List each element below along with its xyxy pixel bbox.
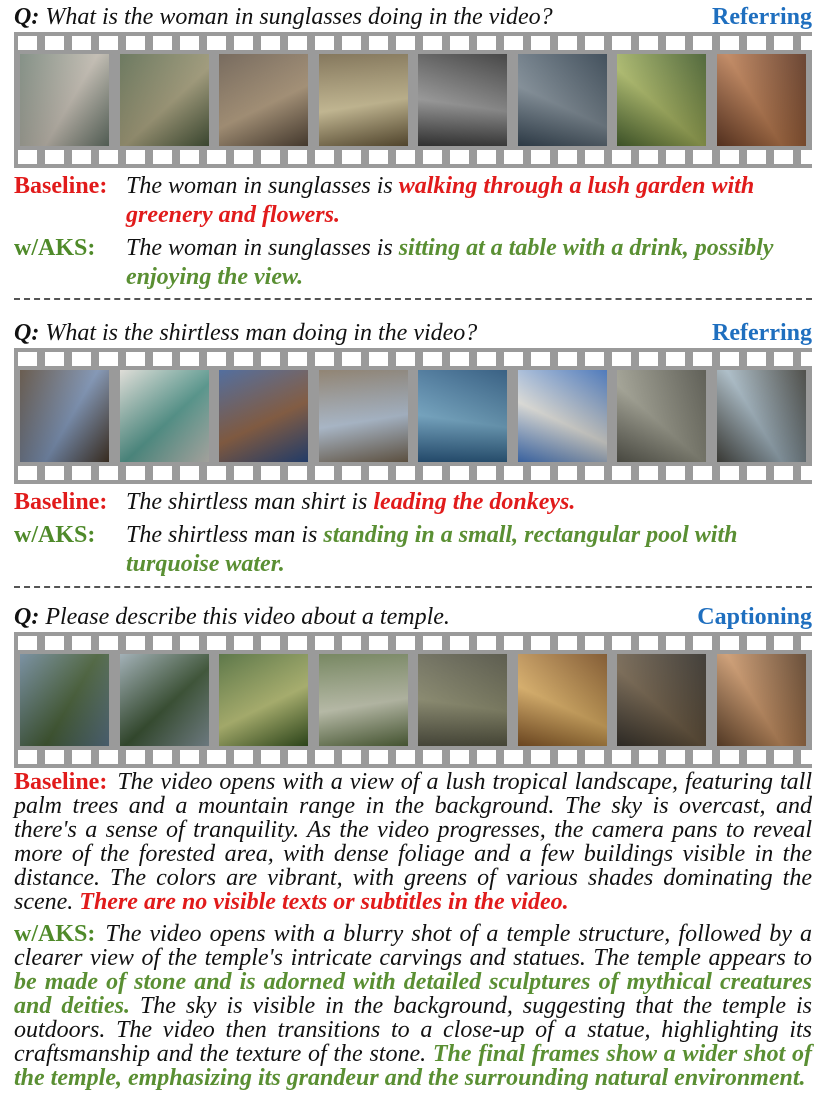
film-hole	[531, 750, 550, 764]
film-hole	[396, 636, 415, 650]
film-hole	[369, 352, 388, 366]
film-hole	[774, 750, 793, 764]
film-hole	[45, 150, 64, 164]
film-hole	[693, 636, 712, 650]
film-hole	[801, 750, 820, 764]
film-hole	[153, 150, 172, 164]
film-hole	[207, 36, 226, 50]
film-hole	[450, 636, 469, 650]
video-frame	[518, 370, 607, 462]
film-hole	[207, 352, 226, 366]
film-hole	[747, 636, 766, 650]
baseline-text: The video opens with a view of a lush tropical landscape, featuring tall palm trees and a mountain range in the background. The sky is overcast, and there's a sense of tranquility. As the video progresses, the camera pans to reveal more of the forested area, with dense foliage and a few buildings visible in the distance. The colors are vibrant, with greens of various shades dominating the scene.	[14, 769, 812, 915]
film-hole	[612, 36, 631, 50]
frames	[20, 370, 806, 462]
video-frame	[518, 54, 607, 146]
question-text: Please describe this video about a temple.	[45, 604, 450, 630]
video-frame	[120, 54, 209, 146]
film-hole	[747, 36, 766, 50]
film-hole	[666, 636, 685, 650]
film-hole	[45, 352, 64, 366]
film-hole	[207, 750, 226, 764]
film-hole	[342, 352, 361, 366]
film-hole	[531, 352, 550, 366]
aks-answer	[14, 521, 812, 579]
film-hole	[531, 466, 550, 480]
question-text: What is the woman in sunglasses doing in the video?	[45, 4, 553, 30]
baseline-highlight: leading the donkeys.	[373, 489, 576, 515]
aks-answer	[14, 234, 812, 292]
film-hole	[558, 36, 577, 50]
film-hole	[234, 750, 253, 764]
film-hole	[801, 36, 820, 50]
film-hole	[261, 150, 280, 164]
film-hole	[315, 150, 334, 164]
video-frame	[20, 654, 109, 746]
film-hole	[423, 636, 442, 650]
film-hole	[99, 36, 118, 50]
question-line	[14, 2, 812, 32]
film-hole	[342, 466, 361, 480]
film-hole	[153, 636, 172, 650]
example-2	[14, 318, 812, 579]
film-hole	[666, 352, 685, 366]
video-frame	[319, 370, 408, 462]
video-frame	[20, 370, 109, 462]
aks-label: w/AKS:	[14, 921, 96, 947]
video-frame	[20, 54, 109, 146]
film-hole	[207, 636, 226, 650]
film-hole	[396, 750, 415, 764]
film-hole	[639, 466, 658, 480]
film-hole	[666, 36, 685, 50]
video-frame	[219, 654, 308, 746]
film-holes-top	[18, 36, 812, 50]
film-hole	[288, 750, 307, 764]
film-hole	[504, 466, 523, 480]
film-hole	[774, 636, 793, 650]
question-line	[14, 318, 812, 348]
film-hole	[801, 352, 820, 366]
film-hole	[45, 466, 64, 480]
film-hole	[99, 352, 118, 366]
film-hole	[639, 352, 658, 366]
film-hole	[693, 150, 712, 164]
film-hole	[396, 150, 415, 164]
film-hole	[153, 352, 172, 366]
task-tag: Captioning	[697, 604, 812, 630]
film-hole	[477, 636, 496, 650]
filmstrip	[14, 632, 812, 768]
film-hole	[45, 36, 64, 50]
film-hole	[666, 466, 685, 480]
film-hole	[774, 150, 793, 164]
video-frame	[319, 54, 408, 146]
film-hole	[477, 352, 496, 366]
film-hole	[153, 750, 172, 764]
film-hole	[180, 36, 199, 50]
film-hole	[72, 150, 91, 164]
video-frame	[319, 654, 408, 746]
frames	[20, 654, 806, 746]
section-divider	[14, 298, 812, 300]
film-hole	[288, 36, 307, 50]
film-hole	[234, 636, 253, 650]
film-hole	[72, 750, 91, 764]
film-hole	[585, 466, 604, 480]
film-hole	[99, 466, 118, 480]
example-3	[14, 602, 812, 1090]
film-hole	[126, 150, 145, 164]
film-hole	[261, 636, 280, 650]
question-line	[14, 602, 812, 632]
film-hole	[369, 750, 388, 764]
film-hole	[423, 36, 442, 50]
film-hole	[477, 750, 496, 764]
film-hole	[612, 636, 631, 650]
film-hole	[18, 636, 37, 650]
film-hole	[234, 150, 253, 164]
film-holes-bottom	[18, 750, 812, 764]
aks-caption	[14, 922, 812, 1090]
film-hole	[261, 466, 280, 480]
film-hole	[234, 36, 253, 50]
film-hole	[585, 750, 604, 764]
film-hole	[126, 352, 145, 366]
film-hole	[747, 750, 766, 764]
video-frame	[518, 654, 607, 746]
baseline-answer	[14, 172, 812, 230]
video-frame	[418, 654, 507, 746]
film-hole	[585, 352, 604, 366]
film-hole	[288, 636, 307, 650]
aks-highlight: standing in a small, rectangular pool with turquoise water.	[126, 522, 738, 577]
video-frame	[219, 54, 308, 146]
film-hole	[315, 352, 334, 366]
film-hole	[207, 150, 226, 164]
film-hole	[558, 150, 577, 164]
film-hole	[558, 636, 577, 650]
film-hole	[315, 36, 334, 50]
film-hole	[342, 636, 361, 650]
film-hole	[720, 466, 739, 480]
film-hole	[720, 636, 739, 650]
film-hole	[72, 466, 91, 480]
film-hole	[369, 466, 388, 480]
film-hole	[18, 150, 37, 164]
video-frame	[717, 54, 806, 146]
film-hole	[612, 750, 631, 764]
aks-text: The woman in sunglasses is	[126, 235, 399, 261]
film-hole	[423, 352, 442, 366]
film-hole	[180, 466, 199, 480]
film-hole	[720, 36, 739, 50]
film-hole	[504, 352, 523, 366]
film-hole	[45, 750, 64, 764]
film-hole	[801, 150, 820, 164]
q-label: Q:	[14, 4, 40, 30]
aks-label: w/AKS:	[14, 522, 96, 548]
video-frame	[717, 370, 806, 462]
example-1	[14, 2, 812, 292]
aks-text: The shirtless man is	[126, 522, 324, 548]
film-hole	[585, 636, 604, 650]
film-hole	[720, 150, 739, 164]
video-frame	[717, 654, 806, 746]
video-frame	[617, 54, 706, 146]
q-label: Q:	[14, 320, 40, 346]
baseline-highlight: There are no visible texts or subtitles in the video.	[79, 889, 569, 915]
film-hole	[612, 466, 631, 480]
filmstrip	[14, 348, 812, 484]
task-tag: Referring	[712, 4, 812, 30]
film-hole	[18, 466, 37, 480]
film-hole	[126, 750, 145, 764]
film-hole	[504, 636, 523, 650]
q-label: Q:	[14, 604, 40, 630]
film-hole	[234, 352, 253, 366]
aks-text-2: The sky is visible in the background, suggesting that the temple is outdoors. The video then transitions to a close-up of a statue, highlighting its craftsmanship and the texture of the stone.	[14, 993, 812, 1067]
film-hole	[45, 636, 64, 650]
film-hole	[639, 36, 658, 50]
film-hole	[531, 636, 550, 650]
film-hole	[747, 352, 766, 366]
film-hole	[315, 466, 334, 480]
film-hole	[180, 150, 199, 164]
film-hole	[315, 750, 334, 764]
film-hole	[234, 466, 253, 480]
film-hole	[99, 150, 118, 164]
baseline-label: Baseline:	[14, 489, 108, 515]
film-hole	[18, 36, 37, 50]
section-divider	[14, 586, 812, 588]
film-hole	[72, 636, 91, 650]
film-hole	[369, 36, 388, 50]
video-frame	[219, 370, 308, 462]
film-hole	[396, 466, 415, 480]
film-hole	[585, 150, 604, 164]
answers	[14, 172, 812, 292]
film-hole	[558, 352, 577, 366]
baseline-text: The woman in sunglasses is	[126, 173, 399, 199]
film-holes-top	[18, 352, 812, 366]
film-hole	[423, 150, 442, 164]
film-hole	[153, 466, 172, 480]
baseline-text: The shirtless man shirt is	[126, 489, 374, 515]
film-hole	[504, 36, 523, 50]
film-hole	[774, 466, 793, 480]
film-hole	[369, 636, 388, 650]
film-hole	[288, 150, 307, 164]
video-frame	[418, 370, 507, 462]
film-hole	[180, 352, 199, 366]
aks-highlight-1: be made of stone and is adorned with detailed sculptures of mythical creatures and deities.	[14, 969, 812, 1019]
film-hole	[693, 466, 712, 480]
film-hole	[477, 466, 496, 480]
film-hole	[801, 636, 820, 650]
film-hole	[504, 750, 523, 764]
film-hole	[720, 750, 739, 764]
film-hole	[639, 150, 658, 164]
video-frame	[617, 370, 706, 462]
film-hole	[477, 36, 496, 50]
film-hole	[315, 636, 334, 650]
video-frame	[120, 370, 209, 462]
film-hole	[774, 352, 793, 366]
film-hole	[477, 150, 496, 164]
film-hole	[666, 750, 685, 764]
film-holes-bottom	[18, 150, 812, 164]
film-hole	[585, 36, 604, 50]
baseline-highlight: walking through a lush garden with greenery and flowers.	[126, 173, 755, 228]
film-hole	[558, 750, 577, 764]
film-hole	[18, 750, 37, 764]
film-hole	[180, 636, 199, 650]
video-frame	[617, 654, 706, 746]
film-hole	[423, 466, 442, 480]
film-hole	[18, 352, 37, 366]
film-hole	[72, 36, 91, 50]
answers	[14, 488, 812, 579]
film-hole	[207, 466, 226, 480]
baseline-answer	[14, 488, 812, 517]
film-hole	[72, 352, 91, 366]
film-hole	[693, 352, 712, 366]
filmstrip	[14, 32, 812, 168]
film-hole	[396, 352, 415, 366]
film-hole	[450, 150, 469, 164]
film-hole	[423, 750, 442, 764]
baseline-caption	[14, 770, 812, 914]
video-frame	[418, 54, 507, 146]
aks-label: w/AKS:	[14, 235, 96, 261]
baseline-label: Baseline:	[14, 173, 108, 199]
film-hole	[801, 466, 820, 480]
film-hole	[288, 466, 307, 480]
film-hole	[126, 36, 145, 50]
task-tag: Referring	[712, 320, 812, 346]
film-hole	[774, 36, 793, 50]
film-hole	[531, 36, 550, 50]
film-hole	[99, 750, 118, 764]
film-hole	[639, 750, 658, 764]
baseline-label: Baseline:	[14, 769, 108, 795]
film-hole	[261, 750, 280, 764]
film-hole	[342, 36, 361, 50]
film-hole	[612, 150, 631, 164]
film-hole	[666, 150, 685, 164]
film-hole	[747, 466, 766, 480]
film-hole	[504, 150, 523, 164]
film-holes-bottom	[18, 466, 812, 480]
film-hole	[369, 150, 388, 164]
aks-highlight: sitting at a table with a drink, possibly enjoying the view.	[126, 235, 774, 290]
film-hole	[693, 750, 712, 764]
film-hole	[153, 36, 172, 50]
film-hole	[693, 36, 712, 50]
film-hole	[747, 150, 766, 164]
film-hole	[99, 636, 118, 650]
film-hole	[126, 466, 145, 480]
question-text: What is the shirtless man doing in the video?	[45, 320, 478, 346]
video-frame	[120, 654, 209, 746]
film-hole	[450, 466, 469, 480]
film-hole	[450, 36, 469, 50]
film-hole	[342, 150, 361, 164]
film-hole	[261, 36, 280, 50]
film-hole	[342, 750, 361, 764]
film-hole	[720, 352, 739, 366]
frames	[20, 54, 806, 146]
film-hole	[261, 352, 280, 366]
film-hole	[558, 466, 577, 480]
film-hole	[639, 636, 658, 650]
film-hole	[450, 352, 469, 366]
aks-highlight-2: The final frames show a wider shot of the temple, emphasizing its grandeur and the surrounding natural environment.	[14, 1041, 813, 1091]
film-hole	[531, 150, 550, 164]
film-hole	[180, 750, 199, 764]
aks-text-1: The video opens with a blurry shot of a temple structure, followed by a clearer view of the temple's intricate carvings and statues. The temple appears to	[14, 921, 812, 971]
film-hole	[126, 636, 145, 650]
film-hole	[288, 352, 307, 366]
film-hole	[396, 36, 415, 50]
film-hole	[612, 352, 631, 366]
film-holes-top	[18, 636, 812, 650]
film-hole	[450, 750, 469, 764]
